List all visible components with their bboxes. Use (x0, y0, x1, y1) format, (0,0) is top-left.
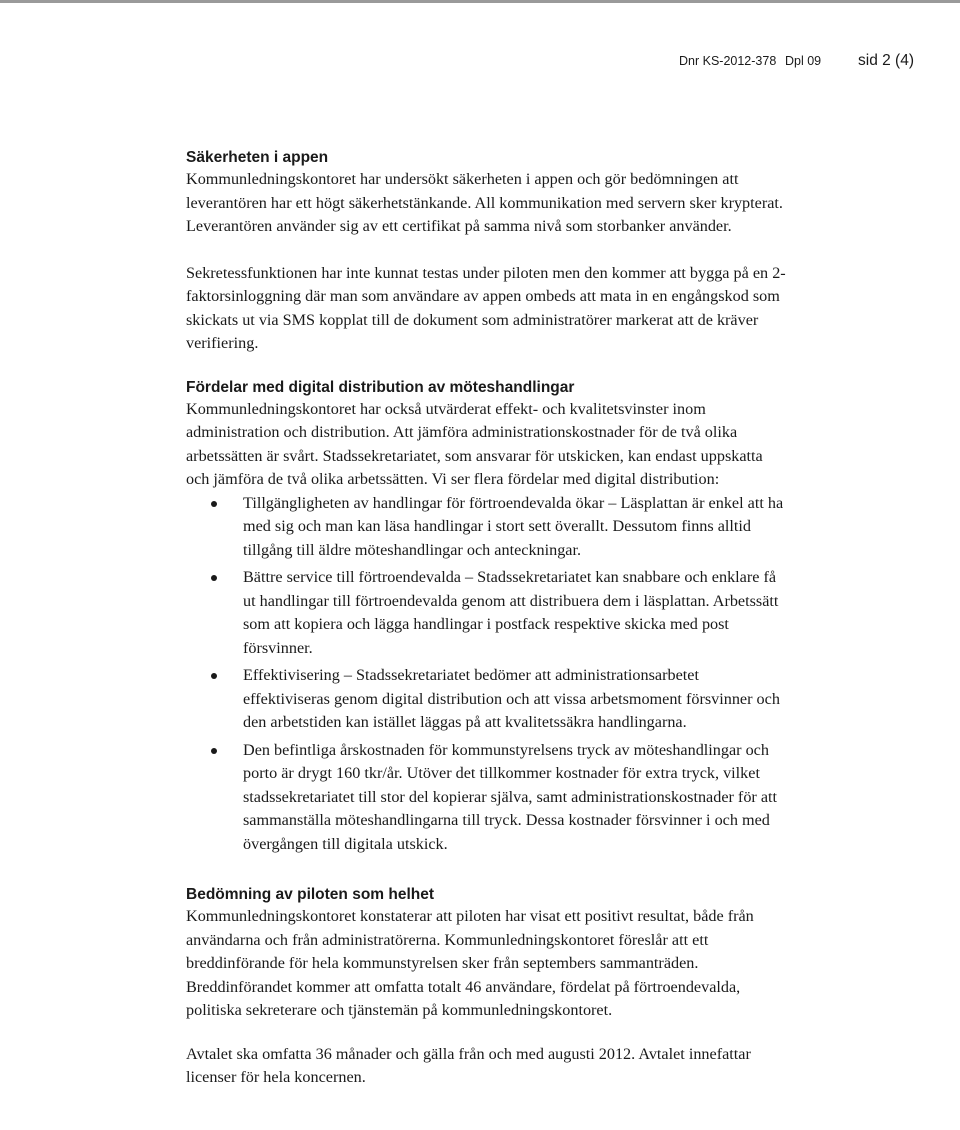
list-item (186, 492, 786, 563)
bullet-icon (211, 501, 217, 507)
page-number: sid 2 (4) (858, 52, 914, 69)
list-item (186, 566, 786, 660)
list-item (186, 739, 786, 857)
bullet-icon (211, 673, 217, 679)
section-heading: Säkerheten i appen (186, 149, 329, 166)
page-header (0, 52, 960, 72)
advantages-list (186, 492, 786, 857)
list-item-text: Bättre service till förtroendevalda – Stadssekretariatet kan snabbare och enklare få ut handlingar till förtroendevalda genom att distribuera dem i läsplattan. Arbetssätt som att kopiera och lägga handlingar i postfack respektive skicka med post försvinner. (243, 568, 779, 657)
document-plan: Dpl 09 (785, 54, 822, 68)
bullet-icon (211, 748, 217, 754)
paragraph: Avtalet ska omfatta 36 månader och gälla från och med augusti 2012. Avtalet innefattar licenser för hela koncernen. (186, 1044, 751, 1086)
section-security (186, 148, 786, 356)
list-item-text: Den befintliga årskostnaden för kommunstyrelsens tryck av möteshandlingar och porto är drygt 160 tkr/år. Utöver det tillkommer kostnader för extra tryck, vilket stadssekretariatet till stor del kopierar själva, samt administrationskostnader för att sammanställa möteshandlingarna till tryck. Dessa kostnader försvinner i och med övergången till digitala utskick. (243, 740, 778, 853)
document-body (186, 148, 786, 1090)
paragraph: Sekretessfunktionen har inte kunnat testas under piloten men den kommer att bygga på en 2-faktorsinloggning där man som användare av appen ombeds att mata in en engångskod som skickats ut via SMS kopplat till de dokument som administratörer markerat att de kräver verifiering. (186, 263, 786, 352)
section-heading: Bedömning av piloten som helhet (186, 886, 435, 903)
paragraph: Kommunledningskontoret konstaterar att piloten har visat ett positivt resultat, både från användarna och från administratörerna. Kommunledningskontoret föreslår att ett breddinförande för hela kommunstyrelsen sker från septembers sammanträden. Breddinförandet kommer att omfatta totalt 46 användare, fördelat på förtroendevalda, politiska sekreterare och tjänstemän på kommunledningskontoret. (186, 907, 754, 1019)
section-advantages (186, 378, 786, 857)
paragraph: Kommunledningskontoret har också utvärderat effekt- och kvalitetsvinster inom administration och distribution. Att jämföra administrationskostnader för de två olika arbetssätten är svårt. Stadssekretariatet, som ansvarar för utskicken, kan endast uppskatta och jämföra de två olika arbetssätten. Vi ser flera fördelar med digital distribution: (186, 399, 763, 488)
scan-top-edge (0, 0, 960, 3)
paragraph: Kommunledningskontoret har undersökt säkerheten i appen och gör bedömningen att leverantören har ett högt säkerhetstänkande. All kommunikation med servern sker krypterat. Leverantören använder sig av ett certifikat på samma nivå som storbanker använder. (186, 170, 783, 235)
list-item-text: Tillgängligheten av handlingar för förtroendevalda ökar – Läsplattan är enkel att ha med sig och man kan läsa handlingar i stort sett överallt. Dessutom finns alltid tillgång till äldre möteshandlingar och anteckningar. (243, 493, 784, 559)
section-assessment (186, 885, 786, 1090)
list-item (186, 664, 786, 735)
list-item-text: Effektivisering – Stadssekretariatet bedömer att administrationsarbetet effektiviseras genom digital distribution och att vissa arbetsmoment försvinner och den arbetstiden kan istället läggas på att kvalitetssäkra handlingarna. (243, 666, 780, 731)
document-number: Dnr KS-2012-378 (679, 54, 777, 68)
section-heading: Fördelar med digital distribution av möteshandlingar (186, 378, 575, 396)
bullet-icon (211, 575, 217, 581)
